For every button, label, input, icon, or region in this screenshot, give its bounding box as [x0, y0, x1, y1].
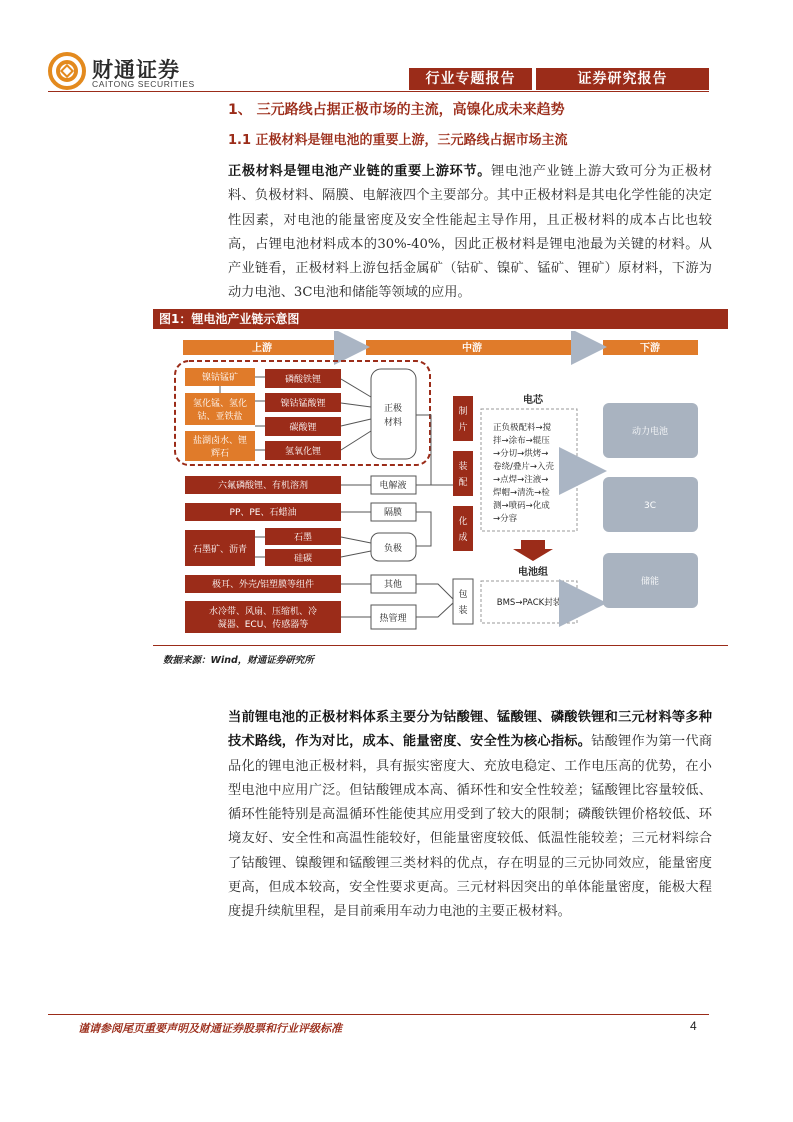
svg-text:磷酸铁锂: 磷酸铁锂	[284, 375, 322, 385]
stage-midstream-label: 中游	[462, 343, 482, 354]
report-type-tag: 行业专题报告	[409, 68, 532, 90]
figure-divider	[153, 645, 728, 646]
paragraph-1-lead: 正极材料是锂电池产业链的重要上游环节。	[228, 164, 492, 179]
svg-text:→点焊→注液→: →点焊→注液→	[493, 475, 549, 485]
paragraph-2-lead: 当前锂电池的正极材料体系主要分为钴酸锂、锰酸锂、磷酸铁锂和三元材料等多种技术路线，作为对比，成本、能量密度、安全性为核心指标。	[228, 710, 712, 750]
footer-divider	[48, 1014, 709, 1015]
svg-text:材料: 材料	[383, 418, 403, 428]
svg-text:正极: 正极	[383, 404, 403, 414]
svg-text:热管理: 热管理	[379, 614, 407, 624]
svg-text:氢化锰、氢化: 氢化锰、氢化	[192, 399, 248, 409]
logo-mark-icon	[48, 52, 86, 90]
process-step	[453, 396, 473, 441]
svg-text:石墨矿、沥青: 石墨矿、沥青	[192, 545, 248, 555]
svg-text:钴、亚铁盐: 钴、亚铁盐	[197, 412, 243, 422]
svg-text:拌→涂布→辊压: 拌→涂布→辊压	[493, 436, 550, 446]
paragraph-1-body: 锂电池产业链上游大致可分为正极材料、负极材料、隔膜、电解液四个主要部分。其中正极材料是其电化学性能的决定性因素，对电池的能量密度及安全性能起主导作用，且正极材料的成本占比也较高，占锂电池材料成本的30%-40%，因此正极材料是锂电池最为关键的材料。从产业链看，正极材料上游包括金属矿（钴矿、镍矿、锰矿、锂矿）原材料，下游为动力电池、3C电池和储能等领域的应用。	[228, 164, 713, 301]
svg-text:→分容: →分容	[493, 514, 518, 524]
pack-title: 电池组	[518, 567, 548, 578]
svg-text:石墨: 石墨	[293, 533, 313, 543]
svg-text:碳酸锂: 碳酸锂	[289, 423, 317, 433]
logo-text-cn: 财通证券	[92, 58, 180, 82]
subsection-heading: 1.1 正极材料是锂电池的重要上游，三元路线占据市场主流	[228, 133, 568, 148]
svg-text:电解液: 电解液	[379, 481, 407, 491]
svg-text:极耳、外壳/铝塑膜等组件: 极耳、外壳/铝塑膜等组件	[211, 580, 315, 590]
process-step	[453, 451, 473, 496]
svg-text:化: 化	[458, 517, 468, 527]
svg-text:水冷带、风扇、压缩机、冷: 水冷带、风扇、压缩机、冷	[208, 607, 318, 617]
company-logo	[48, 52, 208, 92]
svg-text:隔膜: 隔膜	[383, 508, 403, 518]
footer-disclaimer: 谨请参阅尾页重要声明及财通证券股票和行业评级标准	[78, 1022, 342, 1035]
paragraph-2	[228, 706, 712, 925]
svg-text:盐湖卤水、锂: 盐湖卤水、锂	[192, 436, 248, 446]
svg-text:片: 片	[458, 423, 468, 433]
svg-text:配: 配	[458, 478, 468, 488]
svg-text:氢氧化锂: 氢氧化锂	[284, 447, 322, 457]
figure-source: 数据来源：Wind，财通证券研究所	[163, 655, 314, 666]
header-divider	[48, 91, 709, 92]
svg-text:焊帽→清洗→检: 焊帽→清洗→检	[493, 488, 550, 498]
process-step-pack	[453, 579, 473, 624]
cell-title: 电芯	[523, 395, 543, 406]
industry-chain-diagram	[153, 331, 728, 643]
svg-text:硅碳: 硅碳	[293, 554, 313, 564]
raw-label: 镍钴锰矿	[201, 373, 239, 383]
svg-text:负极: 负极	[383, 544, 403, 554]
connector	[341, 379, 371, 450]
svg-text:包: 包	[458, 590, 468, 600]
svg-text:正负极配料→搅: 正负极配料→搅	[493, 423, 552, 433]
svg-text:装: 装	[458, 606, 468, 616]
connector	[255, 377, 265, 450]
stage-upstream-label: 上游	[252, 343, 272, 354]
logo-text-en: CAITONG SECURITIES	[92, 79, 195, 89]
svg-text:镍钴锰酸锂: 镍钴锰酸锂	[280, 399, 326, 409]
svg-text:3C: 3C	[643, 501, 657, 511]
paragraph-1	[228, 160, 712, 306]
down-arrow-icon	[513, 540, 553, 561]
svg-text:凝器、ECU、传感器等: 凝器、ECU、传感器等	[217, 620, 309, 630]
connector	[416, 584, 453, 617]
material-cathode	[371, 369, 416, 459]
svg-text:动力电池: 动力电池	[631, 427, 669, 437]
svg-text:成: 成	[458, 533, 468, 543]
svg-text:PP、PE、石蜡油: PP、PE、石蜡油	[229, 508, 297, 518]
svg-text:装: 装	[458, 462, 468, 472]
svg-text:BMS→PACK封装: BMS→PACK封装	[496, 598, 562, 608]
report-category-tag: 证券研究报告	[536, 68, 709, 90]
svg-text:测→喷码→化成: 测→喷码→化成	[493, 501, 550, 511]
paragraph-2-body: 钴酸锂作为第一代商品化的锂电池正极材料，具有振实密度大、充放电稳定、工作电压高的优势，在小型电池中应用广泛。但钴酸锂成本高、循环性和安全性较差；锰酸锂比容量较低、循环性能特别是高温循环性能使其应用受到了较大的限制；磷酸铁锂价格较低、环境友好、安全性和高温性能较好，但能量密度较低、低温性能较差；三元材料综合了钴酸锂、镍酸锂和锰酸锂三类材料的优点，存在明显的三元协同效应，能量密度更高，但成本较高，安全性要求更高。三元材料因突出的单体能量密度，能极大程度提升续航里程，是目前乘用车动力电池的主要正极材料。	[228, 734, 713, 920]
svg-text:六氟磷酸锂、有机溶剂: 六氟磷酸锂、有机溶剂	[217, 481, 309, 491]
connector	[255, 537, 265, 557]
svg-text:卷绕/叠片→入壳: 卷绕/叠片→入壳	[493, 462, 554, 472]
connector	[341, 537, 371, 557]
figure-title: 图1：锂电池产业链示意图	[153, 309, 728, 329]
process-step	[453, 506, 473, 551]
svg-text:辉石: 辉石	[210, 449, 230, 459]
svg-text:→分切→烘烤→: →分切→烘烤→	[493, 449, 549, 459]
svg-text:储能: 储能	[640, 577, 660, 587]
stage-downstream-label: 下游	[640, 343, 660, 354]
svg-text:制: 制	[458, 407, 468, 417]
page-number: 4	[690, 1019, 697, 1033]
svg-text:其他: 其他	[383, 580, 403, 590]
connector	[416, 415, 453, 546]
section-heading: 1、 三元路线占据正极市场的主流，高镍化成未来趋势	[228, 102, 565, 118]
